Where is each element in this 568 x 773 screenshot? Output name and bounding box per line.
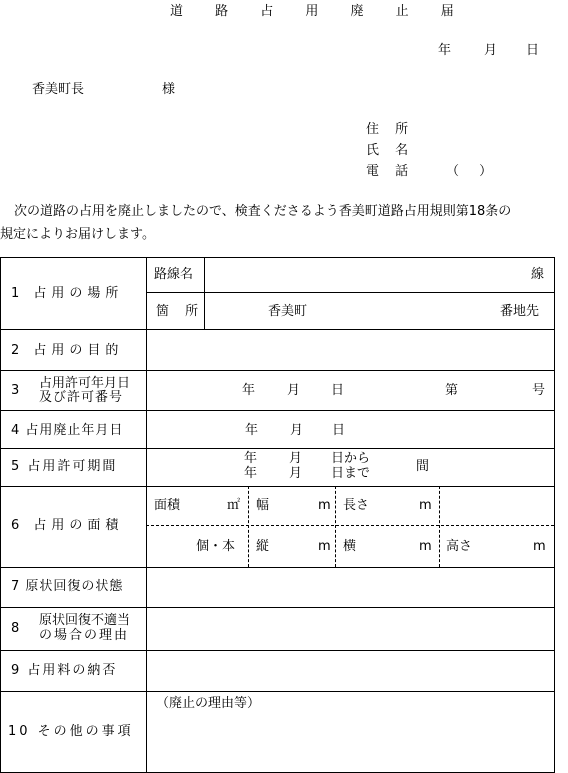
applicant-name-label: 氏 名 xyxy=(366,143,415,158)
applicant-phone-label: 電 話 xyxy=(366,164,415,179)
height-unit: m xyxy=(533,539,546,554)
body-text-line-2: 規定によりお届けします。 xyxy=(0,227,155,242)
row9-label: 9 占用料の納否 xyxy=(11,663,118,678)
addressee-honorific: 様 xyxy=(162,82,176,97)
row3-label-line2: 及び許可番号 xyxy=(39,390,124,405)
date-year: 年 xyxy=(438,43,452,58)
permit-no-suffix: 号 xyxy=(532,383,546,398)
applicant-address-label: 住 所 xyxy=(366,122,415,137)
width-label: 幅 xyxy=(256,498,270,513)
table-left-border xyxy=(0,257,1,773)
row-divider xyxy=(0,486,555,487)
vertical-label: 縦 xyxy=(256,539,270,554)
table-top-border xyxy=(0,257,555,258)
row-divider xyxy=(0,329,555,330)
date-day: 日 xyxy=(526,43,540,58)
row1-sublabel-divider xyxy=(204,257,205,329)
row8-label-line1: 原状回復不適当 xyxy=(39,613,131,628)
label-column-divider xyxy=(146,257,147,773)
document-title: 道 路 占 用 廃 止 届 xyxy=(170,4,468,19)
applicant-phone-paren: （ ） xyxy=(446,164,501,179)
period-from-year: 年 xyxy=(244,451,258,466)
period-to-day: 日まで xyxy=(331,466,371,481)
row-divider xyxy=(0,370,555,371)
area-dashed-col xyxy=(439,486,440,567)
row8-number: 8 xyxy=(11,621,20,636)
route-suffix: 線 xyxy=(531,267,545,282)
row3-day: 日 xyxy=(331,383,345,398)
count-label: 個・本 xyxy=(196,539,236,554)
row6-label: 6 占用の面積 xyxy=(11,518,124,533)
row-divider xyxy=(0,567,555,568)
row1-inner-divider xyxy=(146,292,555,293)
table-right-border xyxy=(554,257,555,773)
row4-label: 4 占用廃止年月日 xyxy=(11,423,124,438)
row8-label-line2: の場合の理由 xyxy=(39,628,130,643)
horizontal-label: 横 xyxy=(343,539,357,554)
notification-form-table xyxy=(0,257,555,773)
period-suffix: 間 xyxy=(416,459,430,474)
row3-label-line1: 占用許可年月日 xyxy=(39,376,131,391)
period-from-month: 月 xyxy=(289,451,303,466)
length-unit: m xyxy=(419,498,432,513)
row-divider xyxy=(0,607,555,608)
area-label: 面積 xyxy=(154,498,181,513)
row3-number: 3 xyxy=(11,383,20,398)
address-suffix: 番地先 xyxy=(500,304,540,319)
date-month: 月 xyxy=(484,43,498,58)
period-to-month: 月 xyxy=(289,466,303,481)
row5-label: 5 占用許可期間 xyxy=(11,459,118,474)
town-name: 香美町 xyxy=(268,304,308,319)
row4-month: 月 xyxy=(290,423,304,438)
length-label: 長さ xyxy=(343,498,370,513)
place-label: 箇 所 xyxy=(156,304,205,319)
width-unit: m xyxy=(318,498,331,513)
vertical-unit: m xyxy=(318,539,331,554)
row1-label: 1 占用の場所 xyxy=(11,286,124,301)
row2-label: 2 占用の目的 xyxy=(11,343,124,358)
horizontal-unit: m xyxy=(419,539,432,554)
row-divider xyxy=(0,448,555,449)
area-dashed-col xyxy=(248,486,249,567)
period-from-day: 日から xyxy=(331,451,371,466)
height-label: 高さ xyxy=(446,539,473,554)
row10-note: （廃止の理由等） xyxy=(156,696,261,711)
area-row-dashed-divider xyxy=(146,525,554,526)
row3-year: 年 xyxy=(242,383,256,398)
permit-no-prefix: 第 xyxy=(445,383,459,398)
addressee-name: 香美町長 xyxy=(32,82,85,97)
row4-day: 日 xyxy=(332,423,346,438)
row-divider xyxy=(0,650,555,651)
row7-label: 7 原状回復の状態 xyxy=(11,579,124,594)
row10-label: 10 その他の事項 xyxy=(8,724,134,739)
row3-month: 月 xyxy=(287,383,301,398)
row4-year: 年 xyxy=(245,423,259,438)
route-name-label: 路線名 xyxy=(154,267,194,282)
row-divider xyxy=(0,410,555,411)
period-to-year: 年 xyxy=(244,466,258,481)
row-divider xyxy=(0,691,555,692)
area-unit: ㎡ xyxy=(227,498,241,513)
body-text-line-1: 次の道路の占用を廃止しましたので、検査くださるよう香美町道路占用規則第18条の xyxy=(14,204,512,219)
area-dashed-col xyxy=(335,486,336,567)
